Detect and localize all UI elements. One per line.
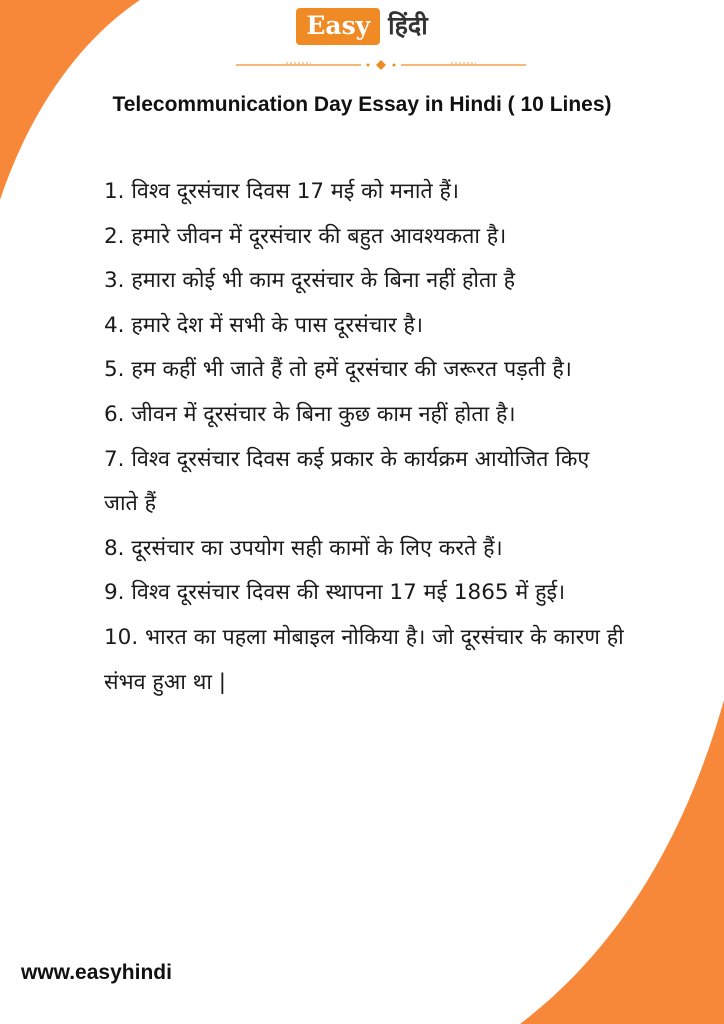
essay-lines	[104, 170, 624, 705]
ornamental-divider	[236, 59, 526, 71]
page-title: Telecommunication Day Essay in Hindi ( 10 Lines)	[112, 93, 612, 116]
essay-line: 10. भारत का पहला मोबाइल नोकिया है। जो दूरसंचार के कारण ही संभव हुआ था |	[104, 624, 624, 695]
essay-line: 5. हम कहीं भी जाते हैं तो हमें दूरसंचार की जरूरत पड़ती है।	[104, 357, 572, 383]
essay-line: 8. दूरसंचार का उपयोग सही कामों के लिए करते हैं।	[104, 535, 503, 561]
logo-hindi-text: हिंदी	[388, 11, 428, 40]
diamond-icon	[376, 60, 386, 70]
essay-line: 9. विश्व दूरसंचार दिवस की स्थापना 17 मई 1865 में हुई।	[104, 580, 566, 606]
essay-line: 7. विश्व दूरसंचार दिवस कई प्रकार के कार्यक्रम आयोजित किए जाते हैं	[104, 446, 590, 517]
essay-line: 4. हमारे देश में सभी के पास दूरसंचार है।	[104, 312, 424, 338]
essay-line: 6. जीवन में दूरसंचार के बिना कुछ काम नहीं होता है।	[104, 401, 516, 427]
essay-line: 2. हमारे जीवन में दूरसंचार की बहुत आवश्यकता है।	[104, 223, 507, 249]
logo-easy-badge: Easy	[296, 8, 380, 45]
essay-line: 3. हमारा कोई भी काम दूरसंचार के बिना नहीं होता है	[104, 268, 516, 294]
website-url: www.easyhindi	[21, 961, 172, 984]
essay-line: 1. विश्व दूरसंचार दिवस 17 मई को मनाते हैं।	[104, 179, 460, 204]
brand-logo	[0, 4, 724, 48]
